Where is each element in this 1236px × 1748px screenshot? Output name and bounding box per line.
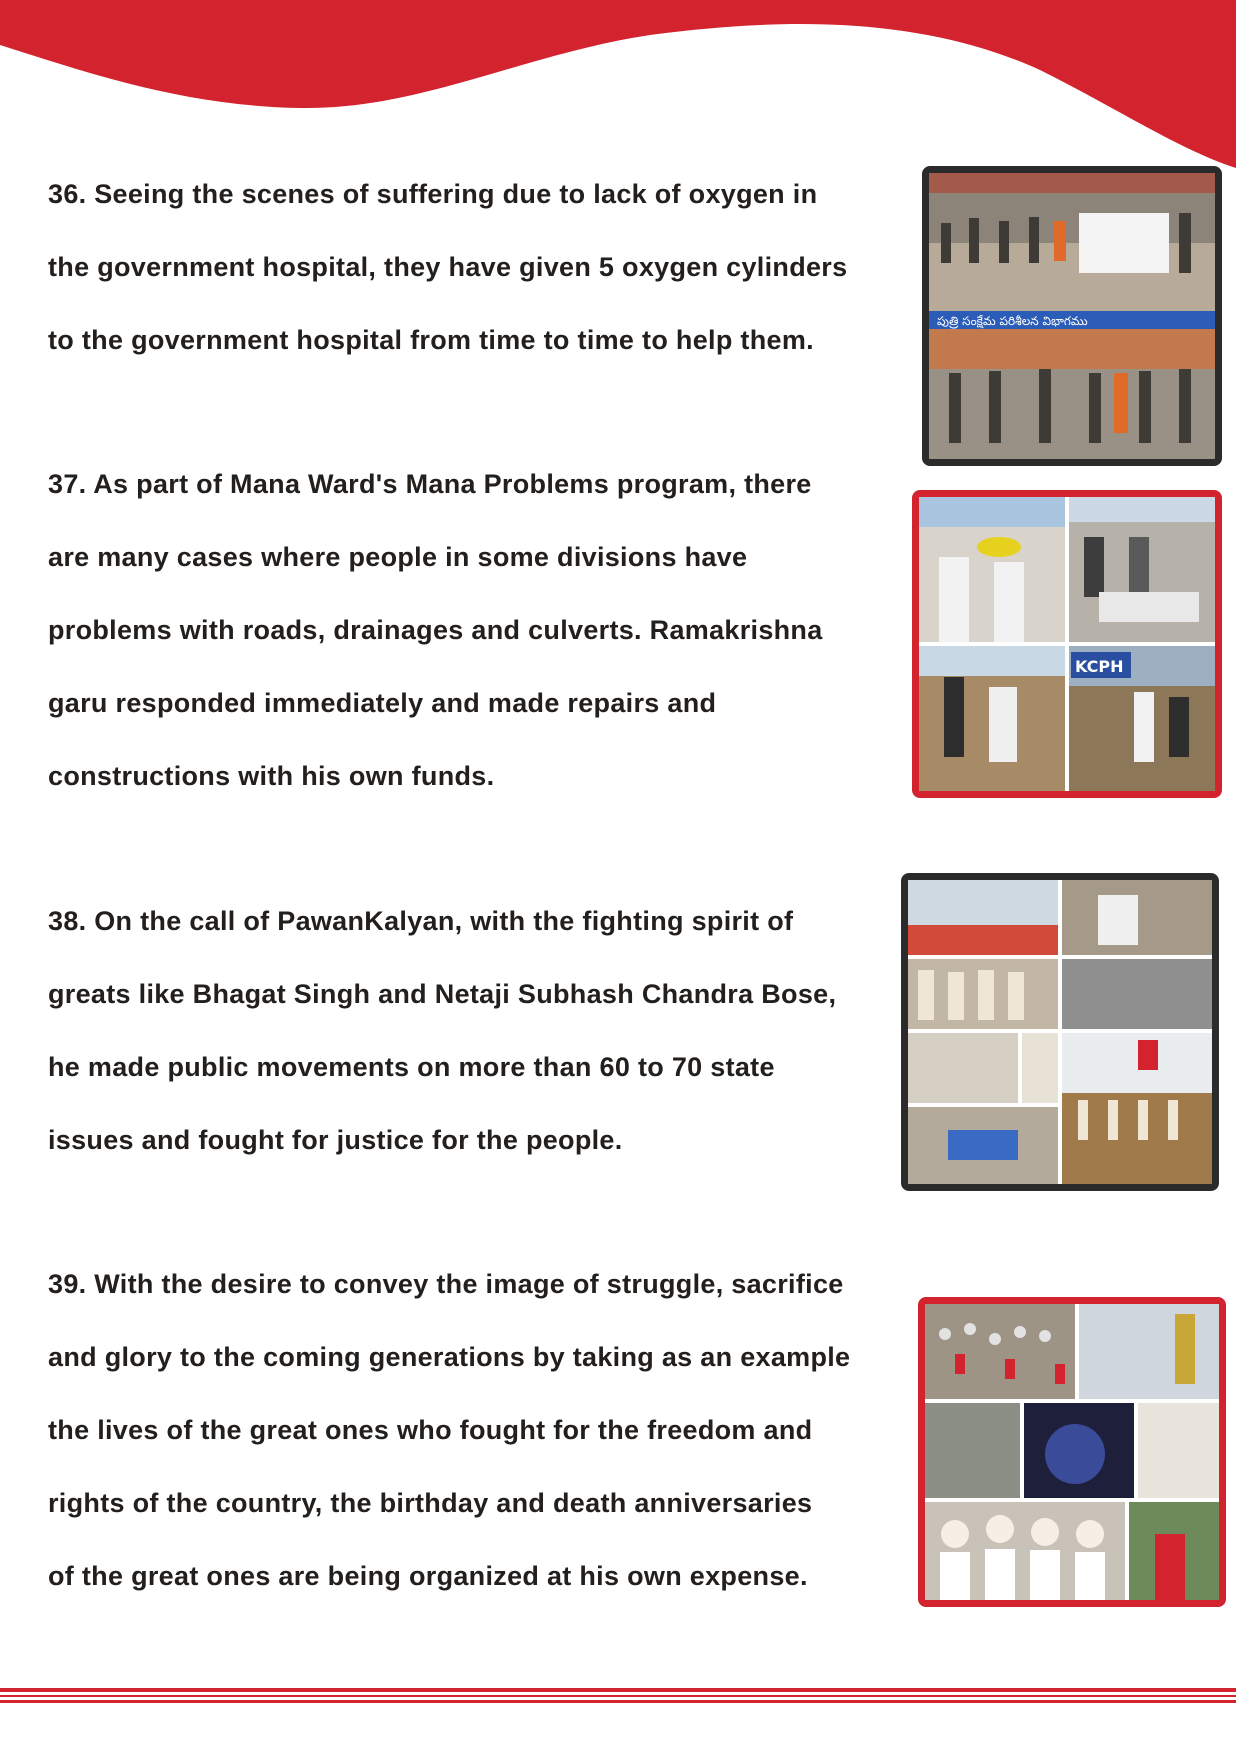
- text-line: 39. With the desire to convey the image of struggle, sacrifice: [48, 1269, 844, 1299]
- text-line: rights of the country, the birthday and death anniversaries: [48, 1488, 813, 1518]
- text-line: issues and fought for justice for the people.: [48, 1125, 623, 1155]
- item-39-photo: [918, 1297, 1226, 1607]
- item-38-photo: [901, 873, 1219, 1191]
- text-line: and glory to the coming generations by taking as an example: [48, 1342, 851, 1372]
- text-line: to the government hospital from time to time to help them.: [48, 325, 814, 355]
- text-line: the lives of the great ones who fought for the freedom and: [48, 1415, 813, 1445]
- header-wave: [0, 0, 1236, 180]
- item-39-text: [48, 1248, 850, 1613]
- text-line: 37. As part of Mana Ward's Mana Problems program, there: [48, 469, 812, 499]
- text-line: constructions with his own funds.: [48, 761, 495, 791]
- text-line: are many cases where people in some divisions have: [48, 542, 748, 572]
- text-line: of the great ones are being organized at his own expense.: [48, 1561, 808, 1591]
- item-36-text: [48, 158, 847, 377]
- text-line: garu responded immediately and made repairs and: [48, 688, 717, 718]
- photo-caption: పుత్రి సంక్షేమ పరిశీలన విభాగము: [937, 314, 1088, 328]
- text-line: 36. Seeing the scenes of suffering due to lack of oxygen in: [48, 179, 818, 209]
- item-38-text: [48, 885, 836, 1177]
- text-line: the government hospital, they have given 5 oxygen cylinders: [48, 252, 848, 282]
- text-line: problems with roads, drainages and culverts. Ramakrishna: [48, 615, 823, 645]
- item-37-text: [48, 448, 823, 813]
- text-line: he made public movements on more than 60 to 70 state: [48, 1052, 775, 1082]
- item-37-photo: [912, 490, 1222, 798]
- footer-divider: [0, 1688, 1236, 1708]
- photo-caption: KCPH: [1075, 657, 1124, 676]
- item-36-photo: [922, 166, 1222, 466]
- text-line: 38. On the call of PawanKalyan, with the fighting spirit of: [48, 906, 794, 936]
- text-line: greats like Bhagat Singh and Netaji Subhash Chandra Bose,: [48, 979, 837, 1009]
